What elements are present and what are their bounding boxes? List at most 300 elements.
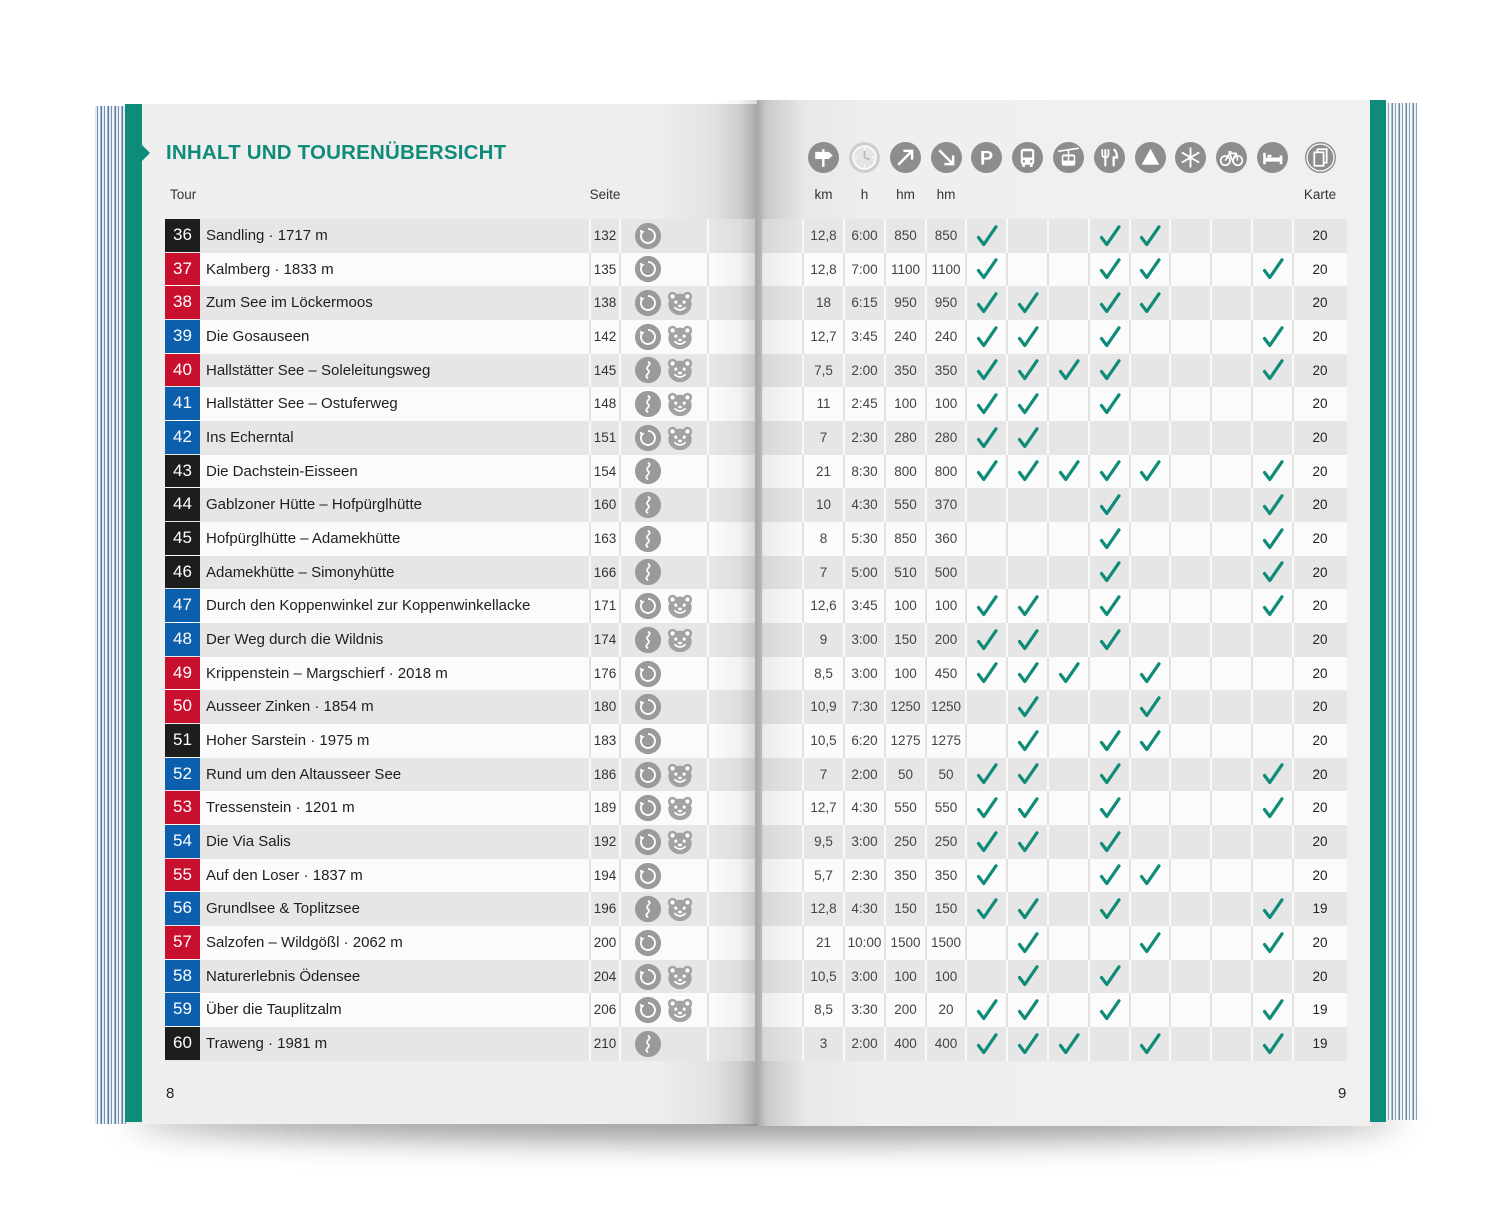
column-divider: [707, 253, 709, 287]
loop-icon: [634, 222, 662, 250]
tour-page-number: 163: [593, 531, 617, 547]
tour-map-number: 20: [1312, 766, 1328, 782]
tour-row-details: [762, 623, 1347, 657]
check-mark-icon: [1261, 257, 1285, 281]
descent-icon: [931, 142, 962, 173]
check-mark-icon: [1261, 459, 1285, 483]
check-mark-icon: [1098, 358, 1122, 382]
column-divider: [707, 724, 709, 758]
tour-row: [165, 758, 755, 792]
loop-icon: [634, 929, 662, 957]
tour-hm-up: 100: [894, 598, 917, 614]
check-mark-icon: [975, 998, 999, 1022]
tour-hm-down: 850: [934, 228, 958, 243]
parking-icon: [971, 142, 1002, 173]
column-divider: [1088, 623, 1090, 657]
column-divider: [1169, 219, 1171, 253]
tour-page-number: 145: [593, 362, 617, 378]
tour-number-badge: 58: [165, 960, 200, 993]
loop-icon: [634, 660, 662, 688]
tour-number-badge: 51: [165, 724, 200, 757]
loop-icon: [634, 424, 662, 452]
column-divider: [1006, 758, 1008, 792]
check-mark-icon: [1016, 729, 1040, 753]
tour-hm-up: 150: [894, 901, 917, 917]
column-divider: [1047, 387, 1049, 421]
column-divider: [1169, 892, 1171, 926]
column-divider: [1006, 859, 1008, 893]
bear-icon: [666, 963, 694, 991]
tour-hm-up: 1500: [890, 935, 921, 951]
column-divider: [1129, 657, 1131, 691]
check-mark-icon: [1098, 257, 1122, 281]
tour-h: 3:00: [851, 834, 878, 850]
loop-icon: [634, 289, 662, 317]
loop-icon: [634, 727, 662, 755]
column-divider: [1169, 522, 1171, 556]
column-divider: [1169, 657, 1171, 691]
check-mark-icon: [1098, 796, 1122, 820]
column-divider: [1006, 724, 1008, 758]
column-divider: [1047, 421, 1049, 455]
column-divider: [1210, 455, 1212, 489]
tour-km: 21: [815, 463, 832, 479]
tour-hm-down: 800: [934, 463, 958, 479]
cable-car-icon: [1053, 142, 1084, 173]
tour-h: 3:00: [851, 632, 878, 648]
column-divider: [1251, 522, 1253, 556]
check-mark-icon: [1098, 459, 1122, 483]
tour-name: Hoher Sarstein · 1975 m: [206, 732, 370, 750]
column-divider: [1169, 690, 1171, 724]
tour-row: [165, 623, 755, 657]
tour-page-number: 171: [593, 598, 617, 614]
tour-hm-up: 550: [894, 800, 917, 816]
tour-page-number: 176: [593, 665, 617, 681]
tour-h: 2:00: [851, 766, 878, 782]
bear-icon: [666, 289, 694, 317]
tour-row: [165, 859, 755, 893]
column-divider: [1251, 993, 1253, 1027]
column-divider: [1047, 993, 1049, 1027]
tour-map-number: 20: [1312, 968, 1328, 984]
one-way-icon: [634, 895, 662, 923]
tour-map-number: 20: [1312, 531, 1328, 547]
column-divider: [1088, 556, 1090, 590]
column-divider: [707, 589, 709, 623]
column-divider: [1210, 286, 1212, 320]
check-mark-icon: [975, 257, 999, 281]
tour-name: Hofpürglhütte – Adamekhütte: [206, 530, 401, 548]
check-mark-icon: [1016, 628, 1040, 652]
tour-page-number: 180: [593, 699, 617, 715]
column-divider: [1088, 455, 1090, 489]
left-page-edges: [95, 106, 127, 1124]
column-divider: [1047, 286, 1049, 320]
tour-name: Naturerlebnis Ödensee: [206, 967, 361, 985]
column-divider: [1088, 219, 1090, 253]
tour-h: 3:45: [851, 598, 878, 614]
tour-hm-down: 350: [934, 362, 958, 378]
tour-map-number: 20: [1312, 228, 1328, 243]
tour-page-number: 183: [593, 733, 617, 749]
column-divider: [1006, 354, 1008, 388]
tour-map-number: 19: [1312, 1002, 1328, 1018]
column-divider: [1169, 320, 1171, 354]
tour-hm-up: 1250: [890, 699, 921, 715]
tour-name: Durch den Koppenwinkel zur Koppenwinkellacke: [206, 597, 531, 615]
column-divider: [707, 993, 709, 1027]
tour-hm-up: 400: [894, 1036, 917, 1052]
column-divider: [1006, 320, 1008, 354]
tour-row-details: [762, 589, 1347, 623]
tour-hm-up: 850: [894, 531, 917, 547]
check-mark-icon: [1057, 1032, 1081, 1056]
check-mark-icon: [1016, 695, 1040, 719]
tour-hm-up: 550: [894, 497, 917, 513]
tour-row-details: [762, 1027, 1347, 1061]
check-mark-icon: [1098, 762, 1122, 786]
check-mark-icon: [1098, 527, 1122, 551]
tour-name: Rund um den Altausseer See: [206, 765, 402, 783]
check-mark-icon: [1057, 358, 1081, 382]
snowflake-icon: [1175, 142, 1206, 173]
column-divider: [1210, 791, 1212, 825]
check-mark-icon: [1016, 325, 1040, 349]
tour-hm-up: 100: [894, 968, 917, 984]
bear-icon: [666, 895, 694, 923]
bear-icon: [666, 794, 694, 822]
column-divider: [1088, 825, 1090, 859]
column-divider: [1169, 993, 1171, 1027]
column-divider: [1129, 724, 1131, 758]
column-divider: [707, 690, 709, 724]
bike-icon: [1216, 142, 1247, 173]
tour-name: Tressenstein · 1201 m: [206, 799, 355, 817]
tour-number-badge: 60: [165, 1027, 200, 1060]
tour-hm-up: 1275: [890, 733, 921, 749]
column-divider: [1006, 387, 1008, 421]
tour-name: Hallstätter See – Ostuferweg: [206, 395, 398, 413]
one-way-icon: [634, 356, 662, 384]
check-mark-icon: [1016, 1032, 1040, 1056]
tour-row-details: [762, 825, 1347, 859]
check-mark-icon: [1138, 459, 1162, 483]
check-mark-icon: [975, 1032, 999, 1056]
column-divider: [1210, 926, 1212, 960]
check-mark-icon: [1016, 998, 1040, 1022]
check-mark-icon: [1098, 291, 1122, 315]
column-divider: [707, 758, 709, 792]
column-divider: [1006, 657, 1008, 691]
bear-icon: [666, 761, 694, 789]
column-divider: [1129, 623, 1131, 657]
check-mark-icon: [1098, 897, 1122, 921]
tour-map-number: 19: [1312, 901, 1328, 917]
column-divider: [1047, 219, 1049, 253]
check-mark-icon: [975, 325, 999, 349]
tour-hm-up: 850: [894, 228, 917, 243]
bear-icon: [666, 424, 694, 452]
tour-row-details: [762, 926, 1347, 960]
bear-icon: [666, 323, 694, 351]
header-icon-row: [0, 0, 1500, 200]
column-divider: [1169, 387, 1171, 421]
tour-h: 7:30: [851, 699, 878, 715]
column-divider: [1251, 219, 1253, 253]
column-divider: [707, 892, 709, 926]
right-page-edges: [1386, 103, 1418, 1120]
check-mark-icon: [975, 762, 999, 786]
column-divider: [707, 522, 709, 556]
column-divider: [1088, 286, 1090, 320]
column-divider: [1251, 455, 1253, 489]
bear-icon: [666, 356, 694, 384]
tour-name: Die Gosauseen: [206, 328, 310, 345]
column-divider: [1088, 488, 1090, 522]
check-mark-icon: [1138, 224, 1162, 248]
tour-map-number: 20: [1312, 497, 1328, 513]
tour-row-details: [762, 556, 1347, 590]
tour-hm-down: 1275: [930, 733, 962, 749]
check-mark-icon: [1261, 1032, 1285, 1056]
tour-km: 5,7: [814, 867, 833, 883]
column-divider: [1129, 589, 1131, 623]
column-divider: [707, 421, 709, 455]
column-divider: [1169, 960, 1171, 994]
column-divider: [1006, 1027, 1008, 1061]
column-divider: [1006, 286, 1008, 320]
column-divider: [1129, 758, 1131, 792]
tour-name: Zum See im Löckermoos: [206, 294, 373, 312]
tour-number-badge: 37: [165, 253, 200, 286]
tour-hm-up: 250: [894, 834, 917, 850]
tour-hm-up: 1100: [890, 261, 921, 277]
column-divider: [1047, 1027, 1049, 1061]
check-mark-icon: [975, 661, 999, 685]
check-mark-icon: [1057, 661, 1081, 685]
column-divider: [1129, 387, 1131, 421]
tour-hm-down: 950: [934, 295, 958, 311]
check-mark-icon: [1098, 729, 1122, 753]
column-divider: [1006, 522, 1008, 556]
check-mark-icon: [975, 224, 999, 248]
check-mark-icon: [1016, 830, 1040, 854]
tour-number-badge: 48: [165, 623, 200, 656]
tour-page-number: 210: [593, 1036, 617, 1052]
check-mark-icon: [975, 392, 999, 416]
tour-page-number: 194: [593, 867, 617, 883]
tour-hm-down: 1250: [930, 699, 962, 715]
clock-icon: [849, 142, 880, 173]
column-divider: [1088, 1027, 1090, 1061]
tour-row: [165, 892, 755, 926]
tour-h: 3:00: [851, 665, 878, 681]
column-divider: [1169, 724, 1171, 758]
tour-h: 8:30: [851, 463, 878, 479]
tour-number-badge: 49: [165, 657, 200, 690]
column-divider: [1169, 286, 1171, 320]
tour-number-badge: 55: [165, 859, 200, 892]
tour-page-number: 142: [593, 329, 617, 344]
column-divider: [1169, 791, 1171, 825]
tour-page-number: 206: [593, 1002, 617, 1018]
column-divider: [1088, 421, 1090, 455]
check-mark-icon: [1138, 291, 1162, 315]
tour-hm-up: 950: [894, 295, 917, 311]
tour-number-badge: 39: [165, 320, 200, 353]
tour-map-number: 20: [1312, 800, 1328, 816]
check-mark-icon: [1261, 796, 1285, 820]
column-divider: [1088, 791, 1090, 825]
tour-hm-down: 350: [934, 867, 958, 883]
column-divider: [1006, 960, 1008, 994]
tour-number-badge: 40: [165, 354, 200, 387]
column-divider: [1129, 993, 1131, 1027]
column-divider: [1047, 960, 1049, 994]
tour-km: 12,6: [810, 598, 837, 614]
check-mark-icon: [1261, 897, 1285, 921]
tour-hm-up: 50: [897, 766, 914, 782]
tour-number-badge: 53: [165, 791, 200, 824]
column-divider: [1169, 589, 1171, 623]
column-divider: [1088, 724, 1090, 758]
column-divider: [707, 320, 709, 354]
tour-number-badge: 50: [165, 690, 200, 723]
check-mark-icon: [1016, 392, 1040, 416]
column-divider: [1129, 421, 1131, 455]
check-mark-icon: [1098, 830, 1122, 854]
check-mark-icon: [1261, 325, 1285, 349]
check-mark-icon: [1261, 493, 1285, 517]
tour-row-details: [762, 960, 1347, 994]
column-divider: [1129, 556, 1131, 590]
column-divider: [1047, 758, 1049, 792]
column-divider: [1210, 1027, 1212, 1061]
tour-hm-up: 100: [894, 665, 917, 681]
check-mark-icon: [1098, 964, 1122, 988]
tour-km: 9: [819, 632, 828, 648]
tour-km: 8: [819, 531, 828, 547]
tour-row: [165, 219, 755, 253]
column-divider: [1047, 589, 1049, 623]
check-mark-icon: [975, 459, 999, 483]
tour-map-number: 20: [1312, 564, 1328, 580]
column-divider: [1006, 455, 1008, 489]
check-mark-icon: [1261, 358, 1285, 382]
tour-row-details: [762, 320, 1347, 354]
column-divider: [1006, 690, 1008, 724]
column-divider: [1210, 859, 1212, 893]
tour-hm-down: 1500: [930, 935, 962, 951]
tour-name: Ausseer Zinken · 1854 m: [206, 698, 374, 716]
check-mark-icon: [1261, 998, 1285, 1022]
tour-hm-down: 370: [934, 497, 958, 513]
tour-hm-down: 100: [934, 396, 958, 412]
column-divider: [707, 657, 709, 691]
one-way-icon: [634, 491, 662, 519]
tour-page-number: 151: [593, 430, 617, 446]
tour-hm-up: 200: [894, 1002, 917, 1018]
column-divider: [1169, 1027, 1171, 1061]
tour-row-details: [762, 859, 1347, 893]
column-divider: [1210, 589, 1212, 623]
tour-row: [165, 825, 755, 859]
restaurant-icon: [1094, 142, 1125, 173]
column-divider: [1047, 791, 1049, 825]
tour-row: [165, 522, 755, 556]
column-divider: [1047, 556, 1049, 590]
tour-map-number: 20: [1312, 632, 1328, 648]
column-divider: [1169, 556, 1171, 590]
check-mark-icon: [1016, 964, 1040, 988]
column-divider: [1006, 791, 1008, 825]
column-divider: [1251, 1027, 1253, 1061]
tour-name: Die Dachstein-Eisseen: [206, 462, 358, 480]
tour-h: 3:30: [851, 1002, 878, 1018]
tour-km: 10,5: [810, 733, 837, 749]
tour-row-details: [762, 455, 1347, 489]
column-divider: [1088, 589, 1090, 623]
column-divider: [1047, 354, 1049, 388]
tour-hm-up: 800: [894, 463, 917, 479]
column-divider: [1088, 892, 1090, 926]
column-divider: [1088, 690, 1090, 724]
tour-h: 2:00: [851, 1036, 878, 1052]
column-divider: [1210, 387, 1212, 421]
column-divider: [1129, 690, 1131, 724]
column-divider: [1129, 354, 1131, 388]
column-divider: [1251, 657, 1253, 691]
tour-hm-down: 280: [934, 430, 958, 446]
tour-page-number: 160: [593, 497, 617, 513]
tour-km: 8,5: [814, 1002, 833, 1018]
check-mark-icon: [975, 426, 999, 450]
loop-icon: [634, 592, 662, 620]
bear-icon: [666, 626, 694, 654]
tour-km: 12,8: [810, 261, 837, 277]
column-divider: [1169, 354, 1171, 388]
column-divider: [1129, 320, 1131, 354]
column-divider: [1006, 993, 1008, 1027]
tour-row: [165, 791, 755, 825]
column-divider: [1129, 926, 1131, 960]
tour-page-number: 138: [593, 295, 617, 311]
column-divider: [1169, 825, 1171, 859]
check-mark-icon: [1016, 796, 1040, 820]
column-divider: [1169, 455, 1171, 489]
tour-row-details: [762, 253, 1347, 287]
column-divider: [1088, 387, 1090, 421]
check-mark-icon: [975, 291, 999, 315]
right-page-number: 9: [1338, 1085, 1347, 1102]
tour-number-badge: 41: [165, 387, 200, 420]
tour-name: Über die Tauplitzalm: [206, 1001, 342, 1019]
column-divider: [1251, 758, 1253, 792]
tour-number-badge: 59: [165, 993, 200, 1026]
column-divider: [1047, 623, 1049, 657]
one-way-icon: [634, 457, 662, 485]
tour-hm-down: 100: [934, 598, 958, 614]
tour-name: Gablzoner Hütte – Hofpürglhütte: [206, 496, 422, 514]
tour-hm-up: 150: [894, 632, 917, 648]
tour-hm-down: 500: [934, 564, 958, 580]
check-mark-icon: [1016, 931, 1040, 955]
column-divider: [1129, 522, 1131, 556]
tour-number-badge: 47: [165, 589, 200, 622]
tour-km: 21: [815, 935, 832, 951]
tour-km: 10,5: [810, 968, 837, 984]
